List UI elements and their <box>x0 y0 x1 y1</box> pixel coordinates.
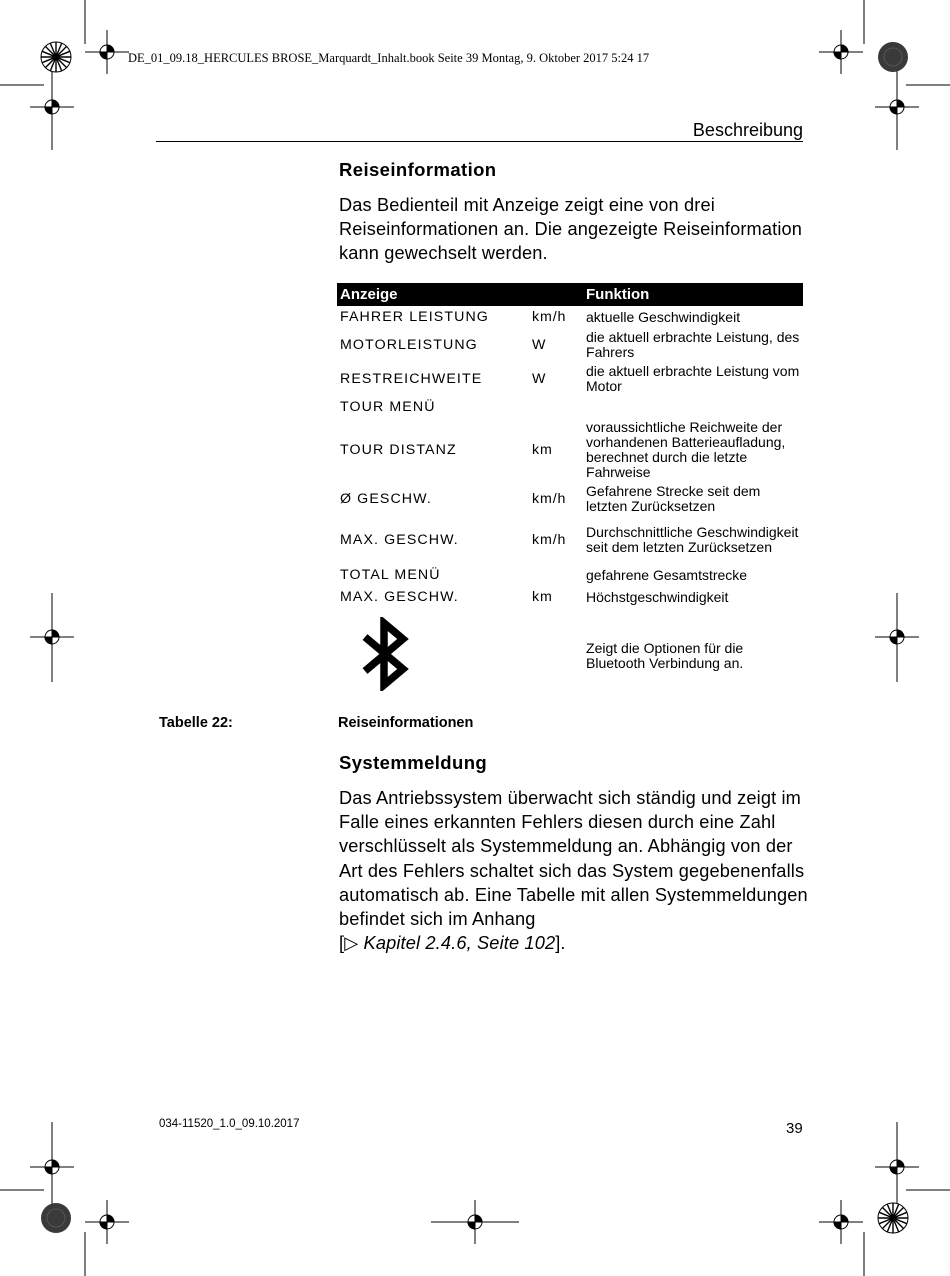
starburst-mark <box>878 1203 908 1233</box>
reiseinformation-heading: Reiseinformation <box>339 159 497 180</box>
display-cell: TOUR MENÜ <box>340 399 436 415</box>
reiseinformation-intro: Das Bedienteil mit Anzeige zeigt eine von drei Reiseinformationen an. Die angezeigte Reiseinformation kann gewechselt werden. <box>339 195 803 264</box>
function-cell: Durchschnittliche Geschwindigkeit seit dem letzten Zurücksetzen <box>586 523 799 555</box>
display-cell: RESTREICHWEITE <box>340 371 483 387</box>
table-header-row <box>337 283 803 306</box>
starburst-mark <box>41 42 71 72</box>
registration-target <box>30 1145 74 1189</box>
table-row <box>337 362 803 396</box>
unit-cell: km <box>532 589 553 605</box>
unit-cell: W <box>532 337 547 353</box>
function-cell: die aktuell erbrachte Leistung vom Motor <box>586 363 800 394</box>
function-cell: Zeigt die Optionen für die Bluetooth Verbindung an. <box>586 640 744 671</box>
table-row <box>337 515 803 564</box>
registration-target <box>85 1200 129 1244</box>
unit-cell <box>529 564 583 586</box>
reiseinformation-table <box>337 283 803 704</box>
display-cell: TOUR DISTANZ <box>340 442 457 458</box>
function-cell: Höchstgeschwindigkeit <box>586 588 729 605</box>
table-row <box>337 418 803 482</box>
section-header: Beschreibung <box>692 120 803 140</box>
registration-target <box>819 30 863 74</box>
table-caption-text: Reiseinformationen <box>338 715 474 731</box>
unit-cell: km <box>532 442 553 458</box>
cross-reference-arrow-icon: ▷ <box>344 933 359 954</box>
link-bracket-open: [ <box>339 933 345 954</box>
function-cell: aktuelle Geschwindigkeit <box>586 308 741 325</box>
function-cell: Gefahrene Strecke seit dem letzten Zurücksetzen <box>586 482 761 514</box>
page-number: 39 <box>786 1120 803 1137</box>
systemmeldung-heading: Systemmeldung <box>339 752 488 773</box>
link-bracket-close: ]. <box>555 933 566 954</box>
unit-cell <box>529 396 583 418</box>
display-cell: TOTAL MENÜ <box>340 567 441 583</box>
registration-target <box>875 85 919 129</box>
table-caption-label: Tabelle 22: <box>159 715 233 731</box>
display-cell: MOTORLEISTUNG <box>340 337 478 353</box>
registration-target <box>30 615 74 659</box>
display-cell: MAX. GESCHW. <box>340 589 459 605</box>
column-header-anzeige: Anzeige <box>337 283 583 306</box>
table-row <box>337 482 803 515</box>
header-rule <box>156 141 803 142</box>
function-cell <box>583 396 803 418</box>
table-row <box>337 564 803 586</box>
document-id: 034-11520_1.0_09.10.2017 <box>159 1118 300 1130</box>
function-cell: gefahrene Gesamtstrecke <box>586 566 748 583</box>
function-cell: die aktuell erbrachte Leistung, des Fahrers <box>586 329 800 360</box>
function-cell: voraussichtliche Reichweite der vorhandenen Batterieaufladung, berechnet durch die letzte Fahrweise <box>586 419 786 480</box>
table-row-bluetooth <box>337 608 803 704</box>
cross-reference-link[interactable]: Kapitel 2.4.6, Seite 102 <box>363 933 556 954</box>
bluetooth-icon <box>359 617 411 691</box>
registration-target <box>30 85 74 129</box>
table-row <box>337 306 803 328</box>
solid-disc-mark <box>878 42 908 72</box>
column-header-funktion: Funktion <box>583 283 803 306</box>
print-slug-line: DE_01_09.18_HERCULES BROSE_Marquardt_Inhalt.book Seite 39 Montag, 9. Oktober 2017 5:24 17 <box>128 51 650 65</box>
table-row <box>337 586 803 608</box>
systemmeldung-body: Das Antriebssystem überwacht sich ständig und zeigt im Falle eines erkannten Fehlers diesen durch eine Zahl verschlüsselt als Systemmeldung an. Abhängig von der Art des Fehlers schaltet sich das System gegebenenfalls automatisch ab. Eine Tabelle mit allen Systemmeldungen befindet sich im Anhang <box>339 788 808 930</box>
registration-target <box>85 30 129 74</box>
bluetooth-icon-cell <box>337 608 583 704</box>
unit-cell: km/h <box>532 531 567 548</box>
display-cell: Ø GESCHW. <box>340 490 432 507</box>
registration-target <box>875 615 919 659</box>
table-row <box>337 396 803 418</box>
display-cell: MAX. GESCHW. <box>340 531 459 548</box>
registration-target <box>875 1145 919 1189</box>
registration-target <box>431 1200 519 1244</box>
unit-cell: W <box>532 371 547 387</box>
systemmeldung-paragraph <box>339 786 809 955</box>
unit-cell: km/h <box>532 490 567 507</box>
table-row <box>337 328 803 362</box>
display-cell: FAHRER LEISTUNG <box>340 309 489 325</box>
solid-disc-mark <box>41 1203 71 1233</box>
unit-cell: km/h <box>532 309 567 325</box>
registration-target <box>819 1200 863 1244</box>
